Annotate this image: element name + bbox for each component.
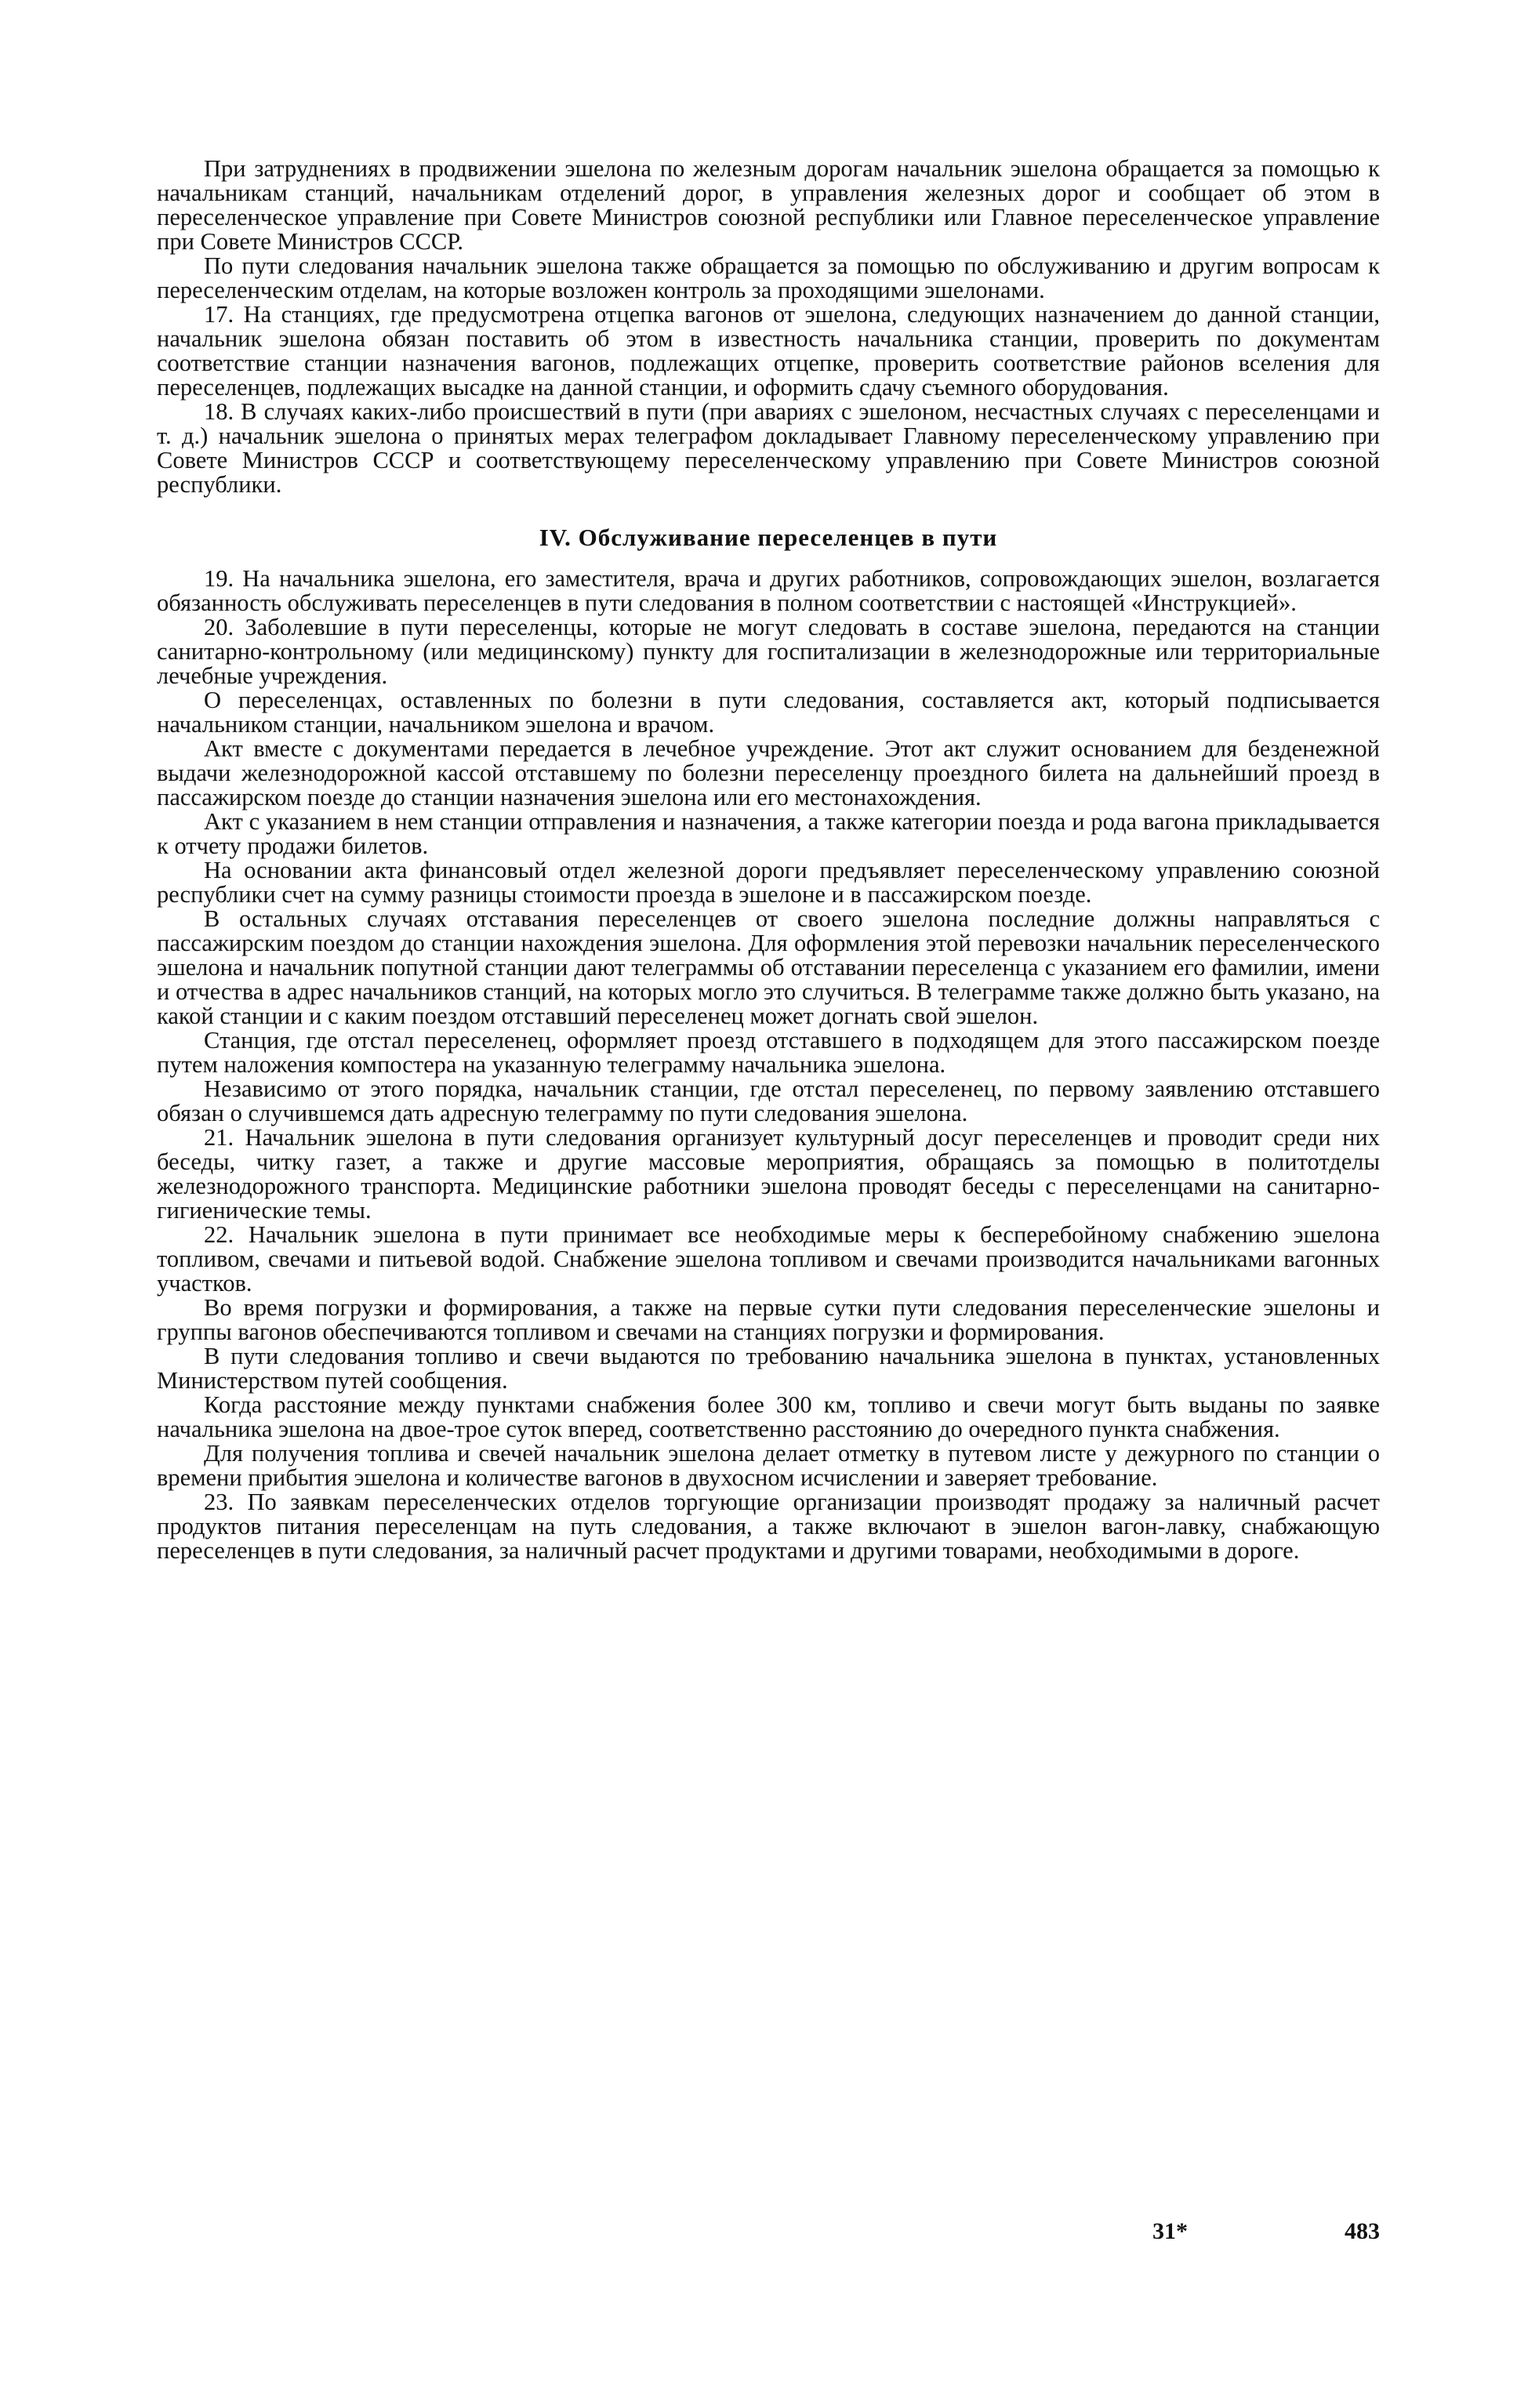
paragraph: Акт вместе с документами передается в лечебное учреждение. Этот акт служит основанием для безденежной выдачи железнодорожной кассой отставшему по болезни переселенцу проездного билета на дальнейший проезд в пассажирском поезде до станции назначения эшелона или его местонахождения. bbox=[157, 735, 1380, 811]
paragraph: Независимо от этого порядка, начальник станции, где отстал переселенец, по первому заявлению отставшего обязан о случившемся дать адресную телеграмму по пути следования эшелона. bbox=[157, 1075, 1380, 1126]
paragraph: Во время погрузки и формирования, а также на первые сутки пути следования переселенческие эшелоны и группы вагонов обеспечиваются топливом и свечами на станциях погрузки и формирования. bbox=[157, 1294, 1380, 1345]
section-heading: IV. Обслуживание переселенцев в пути bbox=[539, 524, 998, 551]
paragraph: Акт с указанием в нем станции отправления и назначения, а также категории поезда и рода вагона прикладывается к отчету продажи билетов. bbox=[157, 808, 1380, 859]
document-page bbox=[157, 157, 1380, 1563]
paragraph: В пути следования топливо и свечи выдаются по требованию начальника эшелона в пунктах, установленных Министерством путей сообщения. bbox=[157, 1343, 1380, 1394]
paragraph: На основании акта финансовый отдел железной дороги предъявляет переселенческому управлению союзной республики счет на сумму разницы стоимости проезда в эшелоне и в пассажирском поезде. bbox=[157, 857, 1380, 908]
paragraph: 17. На станциях, где предусмотрена отцепка вагонов от эшелона, следующих назначением до данной станции, начальник эшелона обязан поставить об этом в известность начальника станции, проверить по документам соответствие станции назначения вагонов, подлежащих отцепке, проверить соответствие районов вселения для переселенцев, подлежащих высадке на данной станции, и оформить сдачу съемного оборудования. bbox=[157, 301, 1380, 401]
paragraph: 20. Заболевшие в пути переселенцы, которые не могут следовать в составе эшелона, передаются на станции санитарно-контрольному (или медицинскому) пункту для госпитализации в железнодорожные или территориальные лечебные учреждения. bbox=[157, 614, 1380, 689]
page-number: 483 bbox=[1345, 2218, 1380, 2244]
page-footer bbox=[1152, 2218, 1380, 2245]
paragraph: Станция, где отстал переселенец, оформляет проезд отставшего в подходящем для этого пассажирском поезде путем наложения компостера на указанную телеграмму начальника эшелона. bbox=[157, 1027, 1380, 1078]
paragraph: Для получения топлива и свечей начальник эшелона делает отметку в путевом листе у дежурного по станции о времени прибытия эшелона и количестве вагонов в двухосном исчислении и заверяет требование. bbox=[157, 1440, 1380, 1491]
signature-mark: 31* bbox=[1152, 2218, 1188, 2244]
paragraph: В остальных случаях отставания переселенцев от своего эшелона последние должны направляться с пассажирским поездом до станции нахождения эшелона. Для оформления этой перевозки начальник переселенческого эшелона и начальник попутной станции дают телеграммы об отставании переселенца с указанием его фамилии, имени и отчества в адрес начальников станций, на которых могло это случиться. В телеграмме также должно быть указано, на какой станции и с каким поездом отставший переселенец может догнать свой эшелон. bbox=[157, 905, 1380, 1029]
paragraph: 22. Начальник эшелона в пути принимает все необходимые меры к бесперебойному снабжению эшелона топливом, свечами и питьевой водой. Снабжение эшелона топливом и свечами производится начальниками вагонных участков. bbox=[157, 1221, 1380, 1296]
paragraph: 18. В случаях каких-либо происшествий в пути (при авариях с эшелоном, несчастных случаях с переселенцами и т. д.) начальник эшелона о принятых мерах телеграфом докладывает Главному переселенческому управлению при Совете Министров СССР и соответствующему переселенческому управлению при Совете Министров союзной республики. bbox=[157, 398, 1380, 498]
paragraph: По пути следования начальник эшелона также обращается за помощью по обслуживанию и другим вопросам к переселенческим отделам, на которые возложен контроль за проходящими эшелонами. bbox=[157, 252, 1380, 303]
paragraph: При затруднениях в продвижении эшелона по железным дорогам начальник эшелона обращается за помощью к начальникам станций, начальникам отделений дорог, в управления железных дорог и сообщает об этом в переселенческое управление при Совете Министров союзной республики или Главное переселенческое управление при Совете Министров СССР. bbox=[157, 155, 1380, 255]
paragraph: Когда расстояние между пунктами снабжения более 300 км, топливо и свечи могут быть выданы по заявке начальника эшелона на двое-трое суток вперед, соответственно расстоянию до очередного пункта снабжения. bbox=[157, 1391, 1380, 1442]
paragraph: 21. Начальник эшелона в пути следования организует культурный досуг переселенцев и проводит среди них беседы, читку газет, а также и другие массовые мероприятия, обращаясь за помощью в политотделы железнодорожного транспорта. Медицинские работники эшелона проводят беседы с переселенцами на санитарно-гигиенические темы. bbox=[157, 1124, 1380, 1224]
paragraph: 19. На начальника эшелона, его заместителя, врача и других работников, сопровождающих эшелон, возлагается обязанность обслуживать переселенцев в пути следования в полном соответствии с настоящей «Инструкцией». bbox=[157, 565, 1380, 616]
paragraph: О переселенцах, оставленных по болезни в пути следования, составляется акт, который подписывается начальником станции, начальником эшелона и врачом. bbox=[157, 687, 1380, 738]
paragraph: 23. По заявкам переселенческих отделов торгующие организации производят продажу за наличный расчет продуктов питания переселенцам на путь следования, а также включают в эшелон вагон-лавку, снабжающую переселенцев в пути следования, за наличный расчет продуктами и другими товарами, необходимыми в дороге. bbox=[157, 1489, 1380, 1564]
